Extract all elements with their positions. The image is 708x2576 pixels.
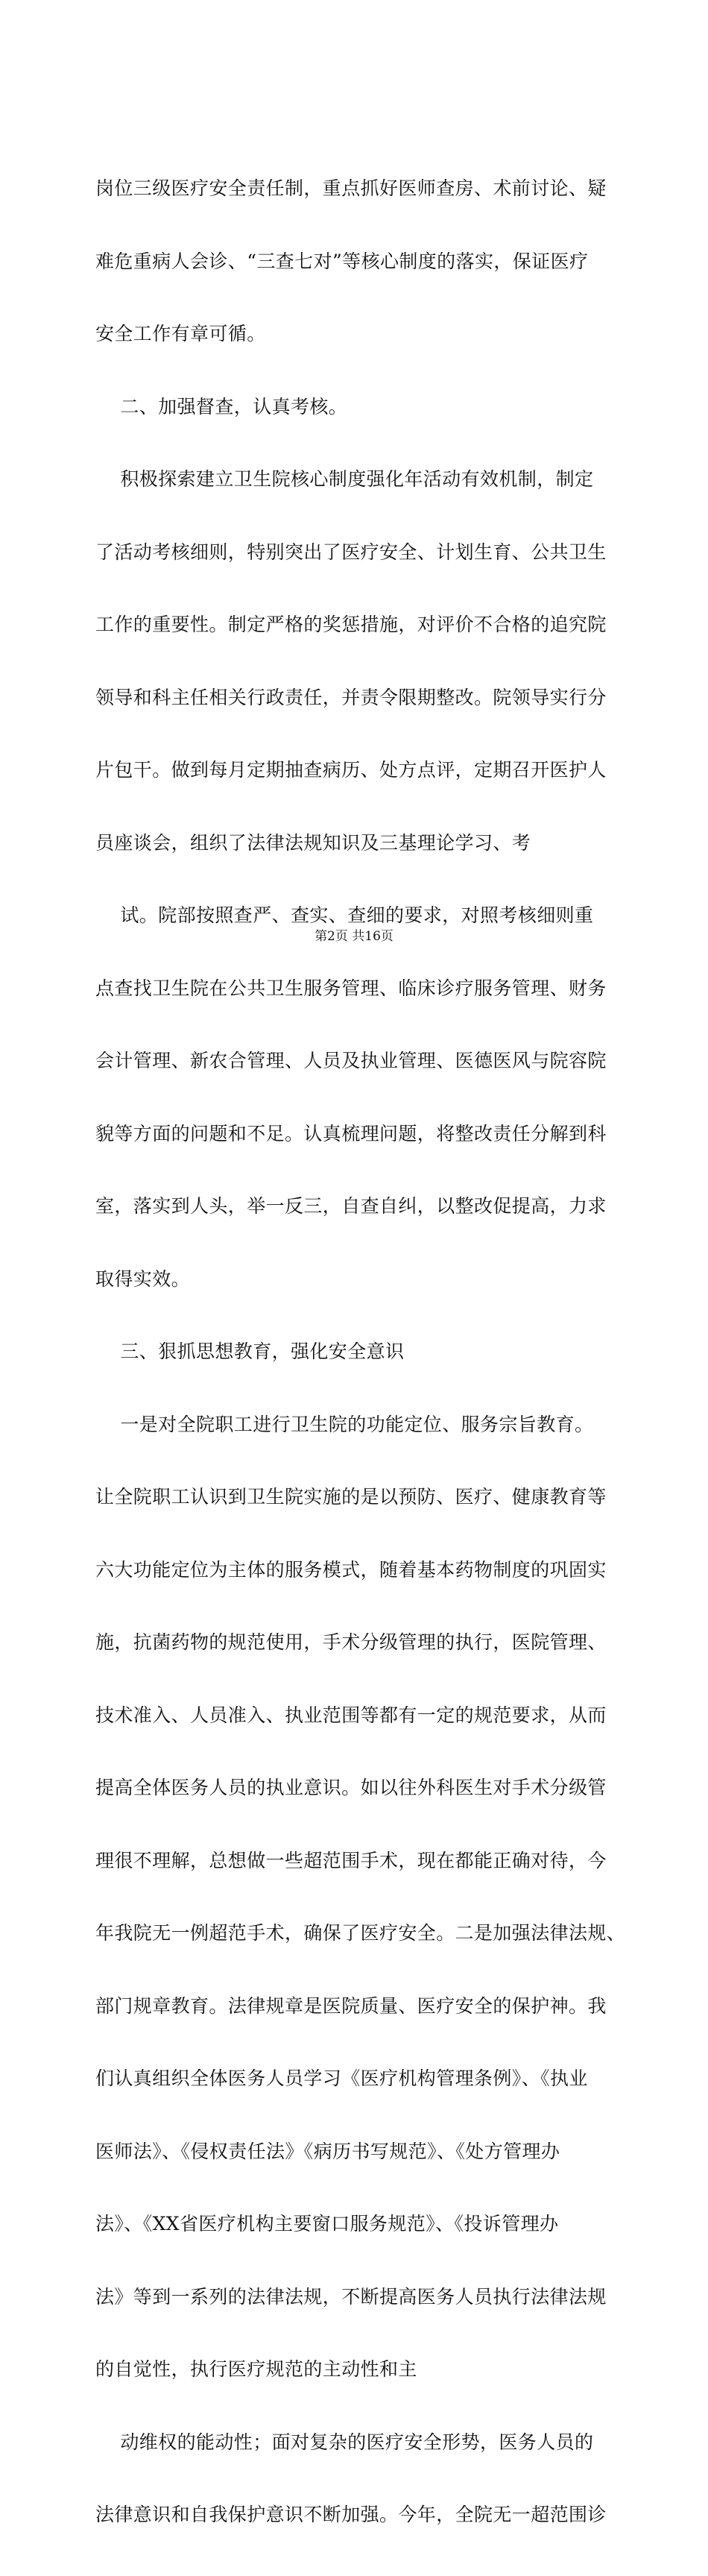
text-line: 部门规章教育。法律规章是医院质量、医疗安全的保护神。我	[95, 1994, 607, 2017]
text-line: 施，抗菌药物的规范使用，手术分级管理的执行，医院管理、	[95, 1631, 607, 1653]
text-line: 一是对全院职工进行卫生院的功能定位、服务宗旨教育。	[95, 1413, 594, 1435]
text-line: 室，落实到人头，举一反三，自查自纠，以整改促提高，力求	[95, 1195, 607, 1217]
text-line: 六大功能定位为主体的服务模式，随着基本药物制度的巩固实	[95, 1558, 607, 1581]
text-line: 动维权的能动性；面对复杂的医疗安全形势，医务人员的	[95, 2431, 594, 2453]
section-heading: 二、加强督查，认真考核。	[95, 395, 348, 418]
text-line: 片包干。做到每月定期抽查病历、处方点评，定期召开医护人	[95, 759, 607, 781]
text-line: 积极探索建立卫生院核心制度强化年活动有效机制，制定	[95, 468, 594, 490]
text-line: 岗位三级医疗安全责任制，重点抓好医师查房、术前讨论、疑	[95, 177, 607, 199]
text-line: 取得实效。	[95, 1267, 191, 1290]
text-line: 点查找卫生院在公共卫生服务管理、临床诊疗服务管理、财务	[95, 977, 607, 999]
text-line: 员座谈会，组织了法律法规知识及三基理论学习、考	[95, 831, 531, 854]
text-line: 技术准入、人员准入、执业范围等都有一定的规范要求，从而	[95, 1704, 607, 1726]
text-line: 会计管理、新农合管理、人员及执业管理、医德医风与院容院	[95, 1050, 607, 1071]
text-line: 了活动考核细则，特别突出了医疗安全、计划生育、公共卫生	[95, 541, 607, 563]
page-number-footer: 第2页 共16页	[315, 929, 393, 944]
text-line: 试。院部按照查严、查实、查细的要求，对照考核细则重	[95, 904, 594, 926]
text-line: 领导和科主任相关行政责任，并责令限期整改。院领导实行分	[95, 686, 607, 708]
section-heading: 三、狠抓思想教育，强化安全意识	[95, 1341, 405, 1362]
text-line: 的自觉性，执行医疗规范的主动性和主	[95, 2358, 417, 2380]
document-body	[95, 128, 625, 2576]
text-line: 貌等方面的问题和不足。认真梳理问题，将整改责任分解到科	[95, 1122, 607, 1144]
text-line: 安全工作有章可循。	[95, 323, 266, 344]
text-line: 医师法》、《侵权责任法》《病历书写规范》、《处方管理办	[95, 2140, 560, 2162]
text-line: 难危重病人会诊、“三查七对”等核心制度的落实，保证医疗	[95, 250, 589, 272]
text-line: 法》等到一系列的法律法规，不断提高医务人员执行法律法规	[95, 2285, 607, 2308]
text-line: 理很不理解，总想做一些超范围手术，现在都能正确对待，今	[95, 1849, 607, 1871]
text-line: 们认真组织全体医务人员学习《医疗机构管理条例》、《执业	[95, 2068, 588, 2089]
text-line: 法律意识和自我保护意识不断加强。今年，全院无一超范围诊	[95, 2504, 607, 2525]
text-line: 年我院无一例超范手术，确保了医疗安全。二是加强法律法规、	[95, 1922, 626, 1944]
text-line: 让全院职工认识到卫生院实施的是以预防、医疗、健康教育等	[95, 1486, 607, 1508]
text-line: 法》、《XX省医疗机构主要窗口服务规范》、《投诉管理办	[95, 2213, 559, 2235]
text-line: 工作的重要性。制定严格的奖惩措施，对评价不合格的追究院	[95, 614, 607, 635]
text-line: 提高全体医务人员的执业意识。如以往外科医生对手术分级管	[95, 1777, 607, 1798]
